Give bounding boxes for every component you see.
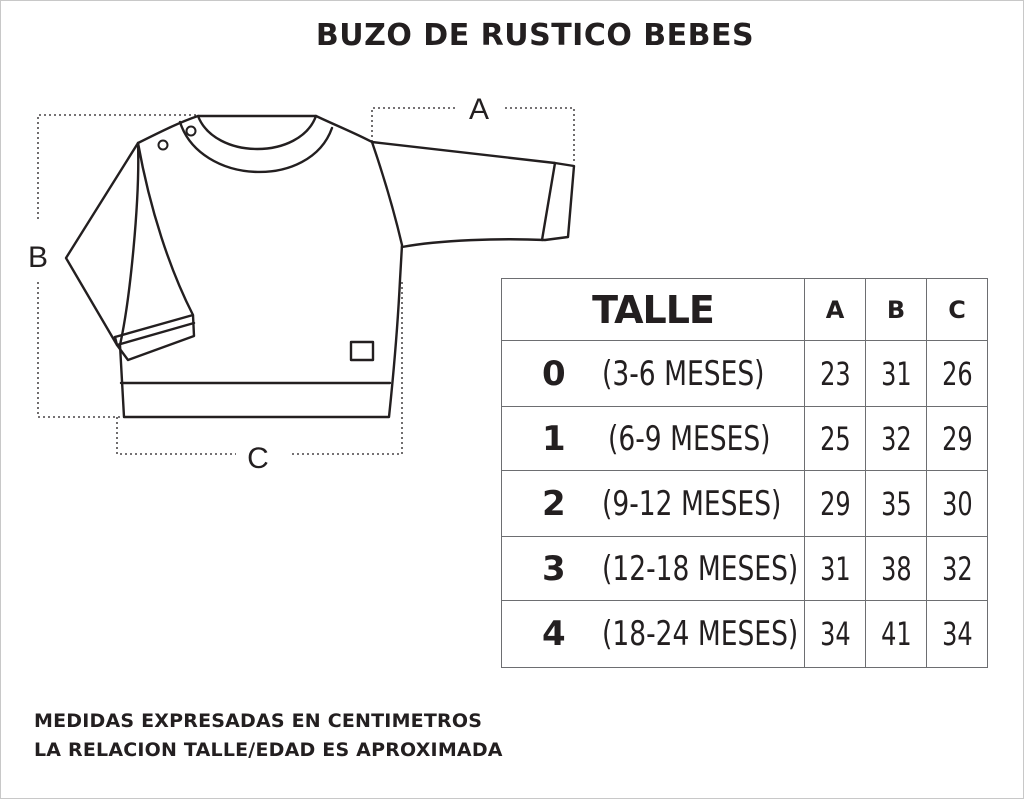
dimension-label-c: C [247,442,269,475]
size-cell [502,471,805,537]
dimension-label-b: B [27,241,49,274]
note-units: MEDIDAS EXPRESADAS EN CENTIMETROS [34,710,483,732]
measure-a: 29 [805,471,866,537]
size-number: 1 [542,418,566,459]
note-approximation: LA RELACION TALLE/EDAD ES APROXIMADA [34,739,503,761]
measure-b: 38 [866,537,927,601]
size-number: 2 [542,483,566,524]
table-row [502,537,988,601]
size-cell [502,537,805,601]
dimension-label-a: A [468,93,490,126]
table-row [502,471,988,537]
size-number: 4 [542,614,566,654]
header-c: C [927,279,988,341]
header-b: B [866,279,927,341]
size-age-range: (18-24 MESES) [602,614,799,654]
measure-a: 25 [805,407,866,471]
header-a: A [805,279,866,341]
measure-c: 32 [927,537,988,601]
measure-a: 34 [805,601,866,668]
button-icon [187,127,196,136]
right-cuff [542,163,555,240]
neckline-inner [198,116,316,149]
measure-b: 32 [866,407,927,471]
size-age-range: (9-12 MESES) [602,483,782,524]
table-row [502,341,988,407]
measure-c: 29 [927,407,988,471]
size-cell [502,407,805,471]
measure-b: 41 [866,601,927,668]
measure-b: 31 [866,341,927,407]
table-row [502,407,988,471]
sweater-body-outline [120,116,402,417]
size-age-range: (6-9 MESES) [608,418,771,459]
size-age-range: (12-18 MESES) [602,548,799,589]
size-age-range: (3-6 MESES) [602,353,765,394]
label-tag [351,342,373,360]
size-number: 3 [542,548,566,589]
measure-c: 26 [927,341,988,407]
measure-b: 35 [866,471,927,537]
header-talle: TALLE [502,279,805,341]
measure-c: 30 [927,471,988,537]
size-number: 0 [542,353,566,394]
page-title: BUZO DE RUSTICO BEBES [315,18,755,53]
measure-c: 34 [927,601,988,668]
size-cell [502,341,805,407]
dimension-line-c [117,280,402,454]
size-chart-table [501,278,988,668]
size-cell [502,601,805,668]
measure-a: 31 [805,537,866,601]
measure-a: 23 [805,341,866,407]
table-row [502,601,988,668]
table-header-row [502,279,988,341]
button-icon [159,141,168,150]
